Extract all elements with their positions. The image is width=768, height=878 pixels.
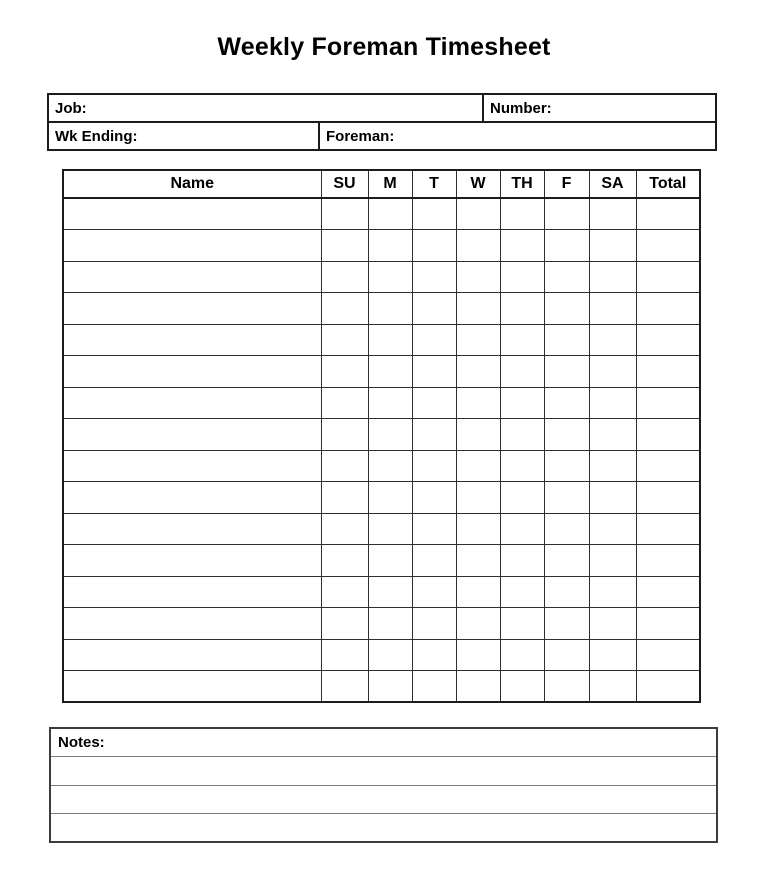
- hours-cell-m[interactable]: [368, 482, 412, 514]
- timesheet-row: [63, 639, 700, 671]
- name-cell[interactable]: [63, 230, 321, 262]
- hours-cell-f[interactable]: [544, 482, 589, 514]
- hours-cell-f[interactable]: [544, 230, 589, 262]
- hours-cell-th[interactable]: [500, 419, 544, 451]
- total-cell[interactable]: [636, 576, 700, 608]
- timesheet-row: [63, 419, 700, 451]
- total-cell[interactable]: [636, 230, 700, 262]
- hours-cell-su[interactable]: [321, 261, 368, 293]
- hours-cell-th[interactable]: [500, 513, 544, 545]
- name-cell[interactable]: [63, 576, 321, 608]
- hours-cell-su[interactable]: [321, 419, 368, 451]
- hours-cell-f[interactable]: [544, 545, 589, 577]
- hours-cell-sa[interactable]: [589, 482, 636, 514]
- foreman-value-field[interactable]: [394, 123, 715, 149]
- total-cell[interactable]: [636, 261, 700, 293]
- hours-cell-sa[interactable]: [589, 356, 636, 388]
- column-header-name: Name: [63, 170, 321, 198]
- hours-cell-w[interactable]: [456, 198, 500, 230]
- hours-cell-m[interactable]: [368, 671, 412, 703]
- hours-cell-w[interactable]: [456, 450, 500, 482]
- notes-label-row: [51, 729, 716, 757]
- hours-cell-m[interactable]: [368, 198, 412, 230]
- hours-cell-su[interactable]: [321, 639, 368, 671]
- timesheet-row: [63, 356, 700, 388]
- number-label: Number:: [490, 99, 552, 117]
- name-cell[interactable]: [63, 356, 321, 388]
- hours-cell-su[interactable]: [321, 387, 368, 419]
- column-header-th: TH: [500, 170, 544, 198]
- name-cell[interactable]: [63, 450, 321, 482]
- job-label: Job:: [55, 99, 87, 117]
- hours-cell-w[interactable]: [456, 324, 500, 356]
- timesheet-row: [63, 324, 700, 356]
- hours-cell-t[interactable]: [412, 608, 456, 640]
- hours-cell-th[interactable]: [500, 545, 544, 577]
- hours-cell-f[interactable]: [544, 198, 589, 230]
- hours-cell-th[interactable]: [500, 608, 544, 640]
- total-cell[interactable]: [636, 198, 700, 230]
- hours-cell-th[interactable]: [500, 324, 544, 356]
- hours-cell-t[interactable]: [412, 356, 456, 388]
- total-cell[interactable]: [636, 513, 700, 545]
- hours-cell-t[interactable]: [412, 450, 456, 482]
- hours-cell-t[interactable]: [412, 513, 456, 545]
- total-cell[interactable]: [636, 387, 700, 419]
- name-cell[interactable]: [63, 293, 321, 325]
- hours-cell-th[interactable]: [500, 230, 544, 262]
- hours-cell-t[interactable]: [412, 324, 456, 356]
- hours-cell-m[interactable]: [368, 513, 412, 545]
- job-info-box: [47, 93, 717, 151]
- timesheet-table: [62, 169, 701, 703]
- hours-cell-f[interactable]: [544, 450, 589, 482]
- wk-ending-value-field[interactable]: [138, 123, 319, 149]
- hours-cell-m[interactable]: [368, 419, 412, 451]
- hours-cell-t[interactable]: [412, 639, 456, 671]
- foreman-label: Foreman:: [326, 127, 395, 145]
- hours-cell-sa[interactable]: [589, 671, 636, 703]
- hours-cell-w[interactable]: [456, 513, 500, 545]
- job-field: [49, 95, 484, 121]
- hours-cell-w[interactable]: [456, 356, 500, 388]
- hours-cell-m[interactable]: [368, 450, 412, 482]
- hours-cell-w[interactable]: [456, 387, 500, 419]
- hours-cell-f[interactable]: [544, 261, 589, 293]
- hours-cell-m[interactable]: [368, 545, 412, 577]
- name-cell[interactable]: [63, 639, 321, 671]
- column-header-f: F: [544, 170, 589, 198]
- total-cell[interactable]: [636, 545, 700, 577]
- hours-cell-t[interactable]: [412, 576, 456, 608]
- page-title: Weekly Foreman Timesheet: [217, 33, 551, 61]
- hours-cell-sa[interactable]: [589, 198, 636, 230]
- hours-cell-f[interactable]: [544, 671, 589, 703]
- job-number-row: [49, 95, 715, 123]
- job-value-field[interactable]: [87, 95, 482, 121]
- name-cell[interactable]: [63, 261, 321, 293]
- hours-cell-su[interactable]: [321, 671, 368, 703]
- number-value-field[interactable]: [552, 95, 715, 121]
- notes-line[interactable]: [51, 814, 716, 841]
- name-cell[interactable]: [63, 387, 321, 419]
- timesheet-row: [63, 482, 700, 514]
- total-cell[interactable]: [636, 356, 700, 388]
- hours-cell-w[interactable]: [456, 576, 500, 608]
- hours-cell-t[interactable]: [412, 387, 456, 419]
- hours-cell-m[interactable]: [368, 608, 412, 640]
- hours-cell-m[interactable]: [368, 356, 412, 388]
- hours-cell-sa[interactable]: [589, 608, 636, 640]
- hours-cell-sa[interactable]: [589, 324, 636, 356]
- column-header-m: M: [368, 170, 412, 198]
- hours-cell-f[interactable]: [544, 387, 589, 419]
- foreman-field: [320, 123, 715, 149]
- total-cell[interactable]: [636, 419, 700, 451]
- hours-cell-th[interactable]: [500, 387, 544, 419]
- column-header-su: SU: [321, 170, 368, 198]
- hours-cell-m[interactable]: [368, 293, 412, 325]
- name-cell[interactable]: [63, 545, 321, 577]
- hours-cell-su[interactable]: [321, 545, 368, 577]
- notes-line[interactable]: [51, 786, 716, 814]
- total-cell[interactable]: [636, 293, 700, 325]
- total-cell[interactable]: [636, 324, 700, 356]
- wkending-foreman-row: [49, 123, 715, 149]
- total-cell[interactable]: [636, 639, 700, 671]
- hours-cell-w[interactable]: [456, 230, 500, 262]
- hours-cell-t[interactable]: [412, 545, 456, 577]
- hours-cell-th[interactable]: [500, 293, 544, 325]
- hours-cell-th[interactable]: [500, 356, 544, 388]
- hours-cell-su[interactable]: [321, 576, 368, 608]
- timesheet-row: [63, 545, 700, 577]
- notes-value-field[interactable]: [105, 729, 716, 756]
- hours-cell-m[interactable]: [368, 230, 412, 262]
- hours-cell-sa[interactable]: [589, 230, 636, 262]
- column-header-total: Total: [636, 170, 700, 198]
- timesheet-row: [63, 671, 700, 703]
- hours-cell-sa[interactable]: [589, 261, 636, 293]
- hours-cell-t[interactable]: [412, 419, 456, 451]
- timesheet-row: [63, 261, 700, 293]
- total-cell[interactable]: [636, 608, 700, 640]
- hours-cell-f[interactable]: [544, 639, 589, 671]
- name-cell[interactable]: [63, 198, 321, 230]
- hours-cell-th[interactable]: [500, 576, 544, 608]
- hours-cell-t[interactable]: [412, 230, 456, 262]
- column-header-w: W: [456, 170, 500, 198]
- hours-cell-su[interactable]: [321, 230, 368, 262]
- notes-label: Notes:: [58, 734, 105, 752]
- hours-cell-f[interactable]: [544, 356, 589, 388]
- hours-cell-th[interactable]: [500, 482, 544, 514]
- hours-cell-t[interactable]: [412, 671, 456, 703]
- hours-cell-f[interactable]: [544, 576, 589, 608]
- notes-box: [49, 727, 718, 843]
- hours-cell-su[interactable]: [321, 513, 368, 545]
- hours-cell-sa[interactable]: [589, 513, 636, 545]
- wk-ending-field: [49, 123, 320, 149]
- hours-cell-w[interactable]: [456, 293, 500, 325]
- column-header-t: T: [412, 170, 456, 198]
- wk-ending-label: Wk Ending:: [55, 127, 138, 145]
- hours-cell-su[interactable]: [321, 482, 368, 514]
- hours-cell-su[interactable]: [321, 356, 368, 388]
- timesheet-row: [63, 198, 700, 230]
- hours-cell-t[interactable]: [412, 482, 456, 514]
- hours-cell-su[interactable]: [321, 324, 368, 356]
- timesheet-row: [63, 608, 700, 640]
- hours-cell-th[interactable]: [500, 671, 544, 703]
- hours-cell-w[interactable]: [456, 671, 500, 703]
- timesheet-row: [63, 230, 700, 262]
- total-cell[interactable]: [636, 482, 700, 514]
- hours-cell-f[interactable]: [544, 293, 589, 325]
- column-header-sa: SA: [589, 170, 636, 198]
- hours-cell-w[interactable]: [456, 545, 500, 577]
- timesheet-row: [63, 513, 700, 545]
- hours-cell-f[interactable]: [544, 324, 589, 356]
- name-cell[interactable]: [63, 513, 321, 545]
- hours-cell-th[interactable]: [500, 639, 544, 671]
- total-cell[interactable]: [636, 450, 700, 482]
- timesheet-row: [63, 576, 700, 608]
- hours-cell-th[interactable]: [500, 198, 544, 230]
- hours-cell-w[interactable]: [456, 608, 500, 640]
- hours-cell-sa[interactable]: [589, 419, 636, 451]
- total-cell[interactable]: [636, 671, 700, 703]
- hours-cell-m[interactable]: [368, 387, 412, 419]
- name-cell[interactable]: [63, 482, 321, 514]
- hours-cell-f[interactable]: [544, 513, 589, 545]
- hours-cell-f[interactable]: [544, 608, 589, 640]
- hours-cell-w[interactable]: [456, 482, 500, 514]
- hours-cell-w[interactable]: [456, 419, 500, 451]
- hours-cell-sa[interactable]: [589, 450, 636, 482]
- name-cell[interactable]: [63, 419, 321, 451]
- hours-cell-sa[interactable]: [589, 387, 636, 419]
- name-cell[interactable]: [63, 608, 321, 640]
- hours-cell-su[interactable]: [321, 198, 368, 230]
- hours-cell-th[interactable]: [500, 261, 544, 293]
- name-cell[interactable]: [63, 671, 321, 703]
- hours-cell-m[interactable]: [368, 261, 412, 293]
- hours-cell-su[interactable]: [321, 608, 368, 640]
- hours-cell-su[interactable]: [321, 450, 368, 482]
- hours-cell-w[interactable]: [456, 261, 500, 293]
- timesheet-row: [63, 293, 700, 325]
- hours-cell-m[interactable]: [368, 576, 412, 608]
- name-cell[interactable]: [63, 324, 321, 356]
- hours-cell-t[interactable]: [412, 261, 456, 293]
- hours-cell-sa[interactable]: [589, 545, 636, 577]
- number-field: [484, 95, 715, 121]
- hours-cell-t[interactable]: [412, 293, 456, 325]
- notes-line[interactable]: [51, 757, 716, 785]
- hours-cell-m[interactable]: [368, 324, 412, 356]
- hours-cell-sa[interactable]: [589, 639, 636, 671]
- hours-cell-sa[interactable]: [589, 293, 636, 325]
- timesheet-row: [63, 450, 700, 482]
- hours-cell-m[interactable]: [368, 639, 412, 671]
- timesheet-header-row: [63, 170, 700, 198]
- hours-cell-t[interactable]: [412, 198, 456, 230]
- hours-cell-w[interactable]: [456, 639, 500, 671]
- hours-cell-sa[interactable]: [589, 576, 636, 608]
- timesheet-row: [63, 387, 700, 419]
- hours-cell-th[interactable]: [500, 450, 544, 482]
- hours-cell-f[interactable]: [544, 419, 589, 451]
- hours-cell-su[interactable]: [321, 293, 368, 325]
